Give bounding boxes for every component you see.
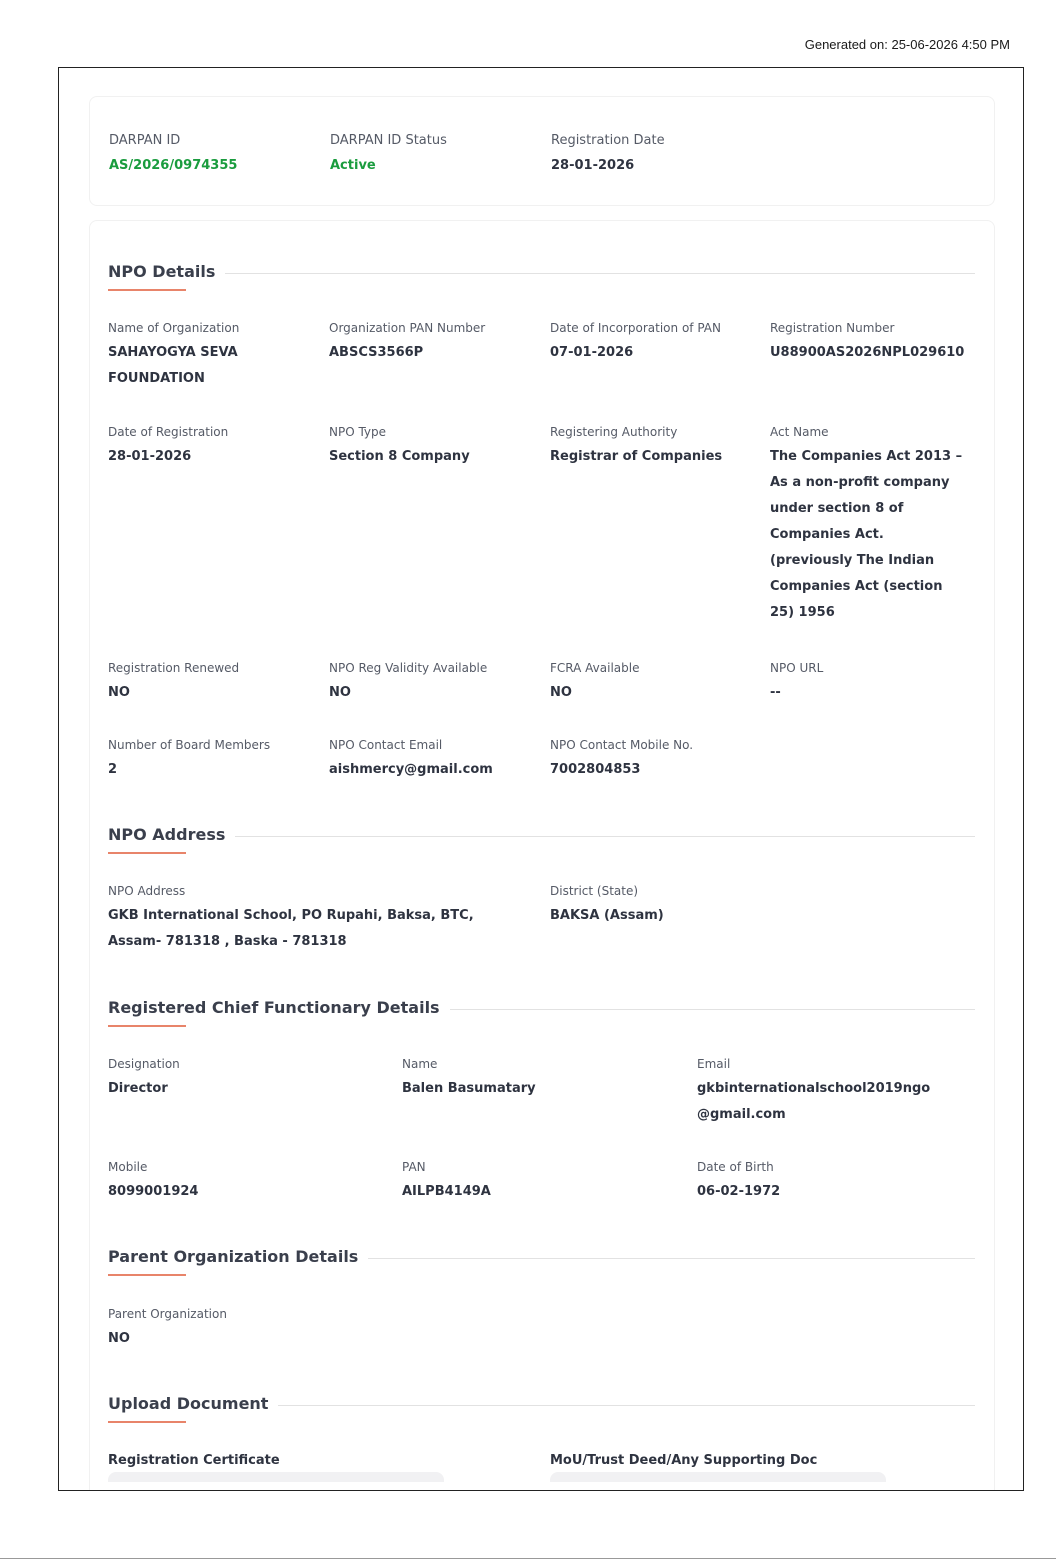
registration-renewed-field [108,660,239,706]
npo-type-label: NPO Type [329,425,387,439]
summary-card [89,96,995,206]
board-members-value: 2 [108,762,118,777]
details-card [89,220,995,1491]
registration-date-value: 28-01-2026 [551,158,635,173]
act-name-line: (previously The Indian [770,553,935,568]
parent-organization-value: NO [108,1331,130,1346]
act-name-line: The Companies Act 2013 – [770,449,963,464]
chief-pan-field [402,1159,491,1205]
district-label: District (State) [550,884,639,898]
registering-authority-label: Registering Authority [550,425,678,439]
org-name-field [108,320,239,392]
section-title: Parent Organization Details [108,1247,368,1266]
section-upload-document [108,1388,975,1424]
registration-renewed-label: Registration Renewed [108,661,240,675]
parent-organization-label: Parent Organization [108,1307,227,1321]
npo-address-label: NPO Address [108,884,186,898]
npo-url-value: -- [770,685,781,700]
npo-type-field [329,424,470,470]
registration-date-field [551,133,665,179]
generated-timestamp: Generated on: 25-06-2026 4:50 PM [804,37,1010,52]
pan-date-value: 07-01-2026 [550,345,634,360]
reg-validity-value: NO [329,685,351,700]
darpan-status-label: DARPAN ID Status [330,133,447,148]
chief-pan-value: AILPB4149A [402,1184,491,1199]
registering-authority-value: Registrar of Companies [550,449,723,464]
act-name-value [770,444,962,626]
darpan-status-field [330,133,447,179]
act-name-line: Companies Act. [770,527,884,542]
section-chief-functionary [108,992,975,1028]
reg-number-value: U88900AS2026NPL029610 [770,345,965,360]
chief-mobile-label: Mobile [108,1160,148,1174]
address-line: Assam- 781318 , Baska - 781318 [108,934,347,949]
section-title: NPO Details [108,262,225,281]
reg-validity-field [329,660,487,706]
pan-date-field [550,320,721,366]
contact-mobile-value: 7002804853 [550,762,641,777]
board-members-label: Number of Board Members [108,738,271,752]
darpan-id-label: DARPAN ID [109,133,181,148]
chief-email-label: Email [697,1057,731,1071]
reg-number-field [770,320,964,366]
designation-value: Director [108,1081,168,1096]
parent-organization-field [108,1306,227,1352]
registration-date-label: Registration Date [551,133,665,148]
chief-email-field [697,1056,930,1128]
section-npo-address [108,819,975,855]
section-parent-organization [108,1241,975,1277]
report-frame [58,67,1024,1491]
act-name-field [770,424,962,626]
address-line: GKB International School, PO Rupahi, Baksa, BTC, [108,908,474,923]
reg-validity-label: NPO Reg Validity Available [329,661,488,675]
chief-pan-label: PAN [402,1160,426,1174]
section-title: Registered Chief Functionary Details [108,998,450,1017]
org-name-line: SAHAYOGYA SEVA [108,345,238,360]
npo-address-field [108,883,474,955]
darpan-id-field [109,133,237,179]
npo-url-field [770,660,823,706]
designation-label: Designation [108,1057,180,1071]
district-field [550,883,664,929]
contact-mobile-label: NPO Contact Mobile No. [550,738,694,752]
act-name-line: under section 8 of [770,501,904,516]
email-line: @gmail.com [697,1107,786,1122]
supporting-doc-preview[interactable] [550,1472,886,1482]
fcra-value: NO [550,685,572,700]
chief-mobile-value: 8099001924 [108,1184,199,1199]
chief-name-label: Name [402,1057,438,1071]
act-name-line: Companies Act (section [770,579,943,594]
supporting-doc-label: MoU/Trust Deed/Any Supporting Doc [550,1453,818,1468]
org-name-line: FOUNDATION [108,371,205,386]
date-of-registration-label: Date of Registration [108,425,229,439]
act-name-line: As a non-profit company [770,475,950,490]
email-line: gkbinternationalschool2019ngo [697,1081,931,1096]
fcra-field [550,660,639,706]
registration-certificate-preview[interactable] [108,1472,444,1482]
org-name-label: Name of Organization [108,321,240,335]
registration-certificate-label: Registration Certificate [108,1453,280,1468]
fcra-label: FCRA Available [550,661,640,675]
chief-name-value: Balen Basumatary [402,1081,536,1096]
section-title: Upload Document [108,1394,278,1413]
npo-address-value [108,903,474,955]
chief-dob-label: Date of Birth [697,1160,774,1174]
darpan-status-value: Active [330,158,376,173]
district-value: BAKSA (Assam) [550,908,664,923]
designation-field [108,1056,180,1102]
chief-dob-value: 06-02-1972 [697,1184,781,1199]
page-bottom-divider [0,1558,1056,1559]
act-name-label: Act Name [770,425,829,439]
contact-email-label: NPO Contact Email [329,738,443,752]
pan-date-label: Date of Incorporation of PAN [550,321,721,335]
registering-authority-field [550,424,722,470]
org-name-value [108,340,239,392]
contact-email-field [329,737,493,783]
org-pan-value: ABSCS3566P [329,345,424,360]
section-title: NPO Address [108,825,235,844]
contact-mobile-field [550,737,693,783]
org-pan-field [329,320,485,366]
section-npo-details [108,256,975,292]
chief-email-value [697,1076,930,1128]
date-of-registration-field [108,424,228,470]
chief-name-field [402,1056,536,1102]
darpan-id-value: AS/2026/0974355 [109,158,238,173]
reg-number-label: Registration Number [770,321,895,335]
chief-dob-field [697,1159,780,1205]
npo-type-value: Section 8 Company [329,449,470,464]
contact-email-value: aishmercy@gmail.com [329,762,493,777]
org-pan-label: Organization PAN Number [329,321,486,335]
chief-mobile-field [108,1159,198,1205]
registration-renewed-value: NO [108,685,130,700]
date-of-registration-value: 28-01-2026 [108,449,192,464]
act-name-line: 25) 1956 [770,605,835,620]
npo-url-label: NPO URL [770,661,824,675]
board-members-field [108,737,270,783]
